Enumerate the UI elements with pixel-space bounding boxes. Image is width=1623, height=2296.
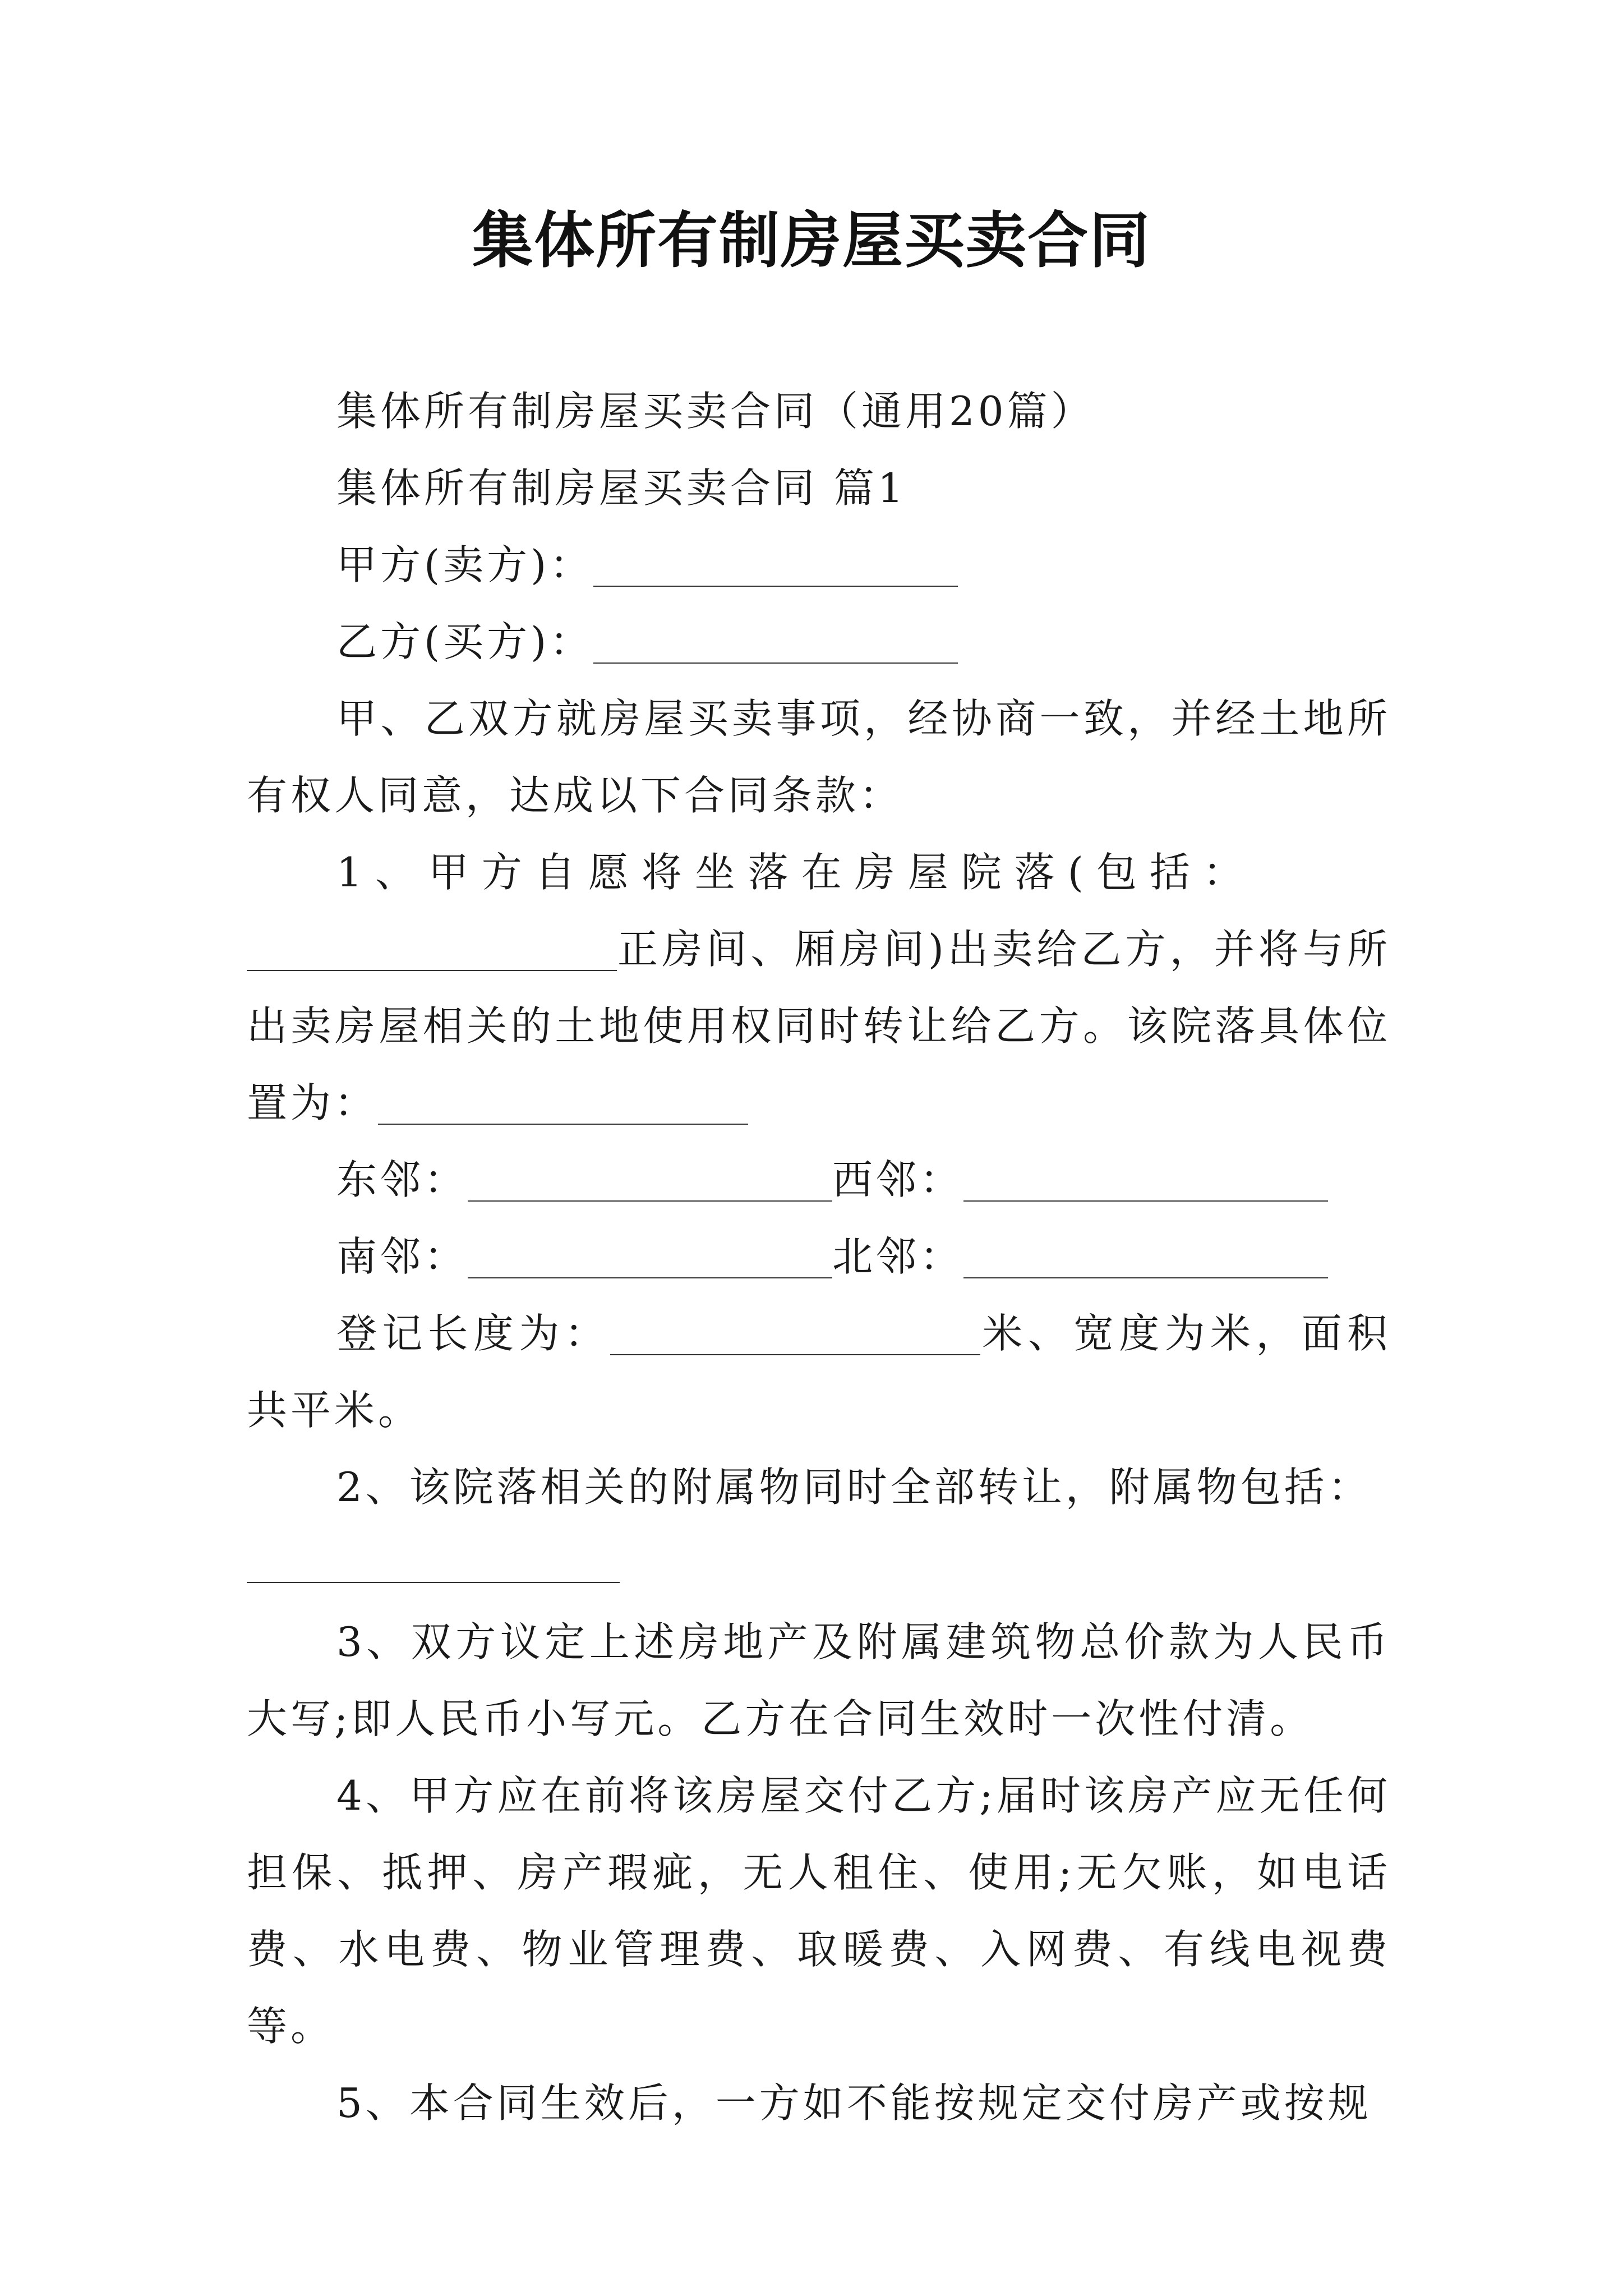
article-heading: 集体所有制房屋买卖合同 篇1 <box>336 464 907 512</box>
east-west-line <box>247 1142 1391 1218</box>
west-label: 西邻： <box>832 1156 964 1203</box>
east-blank <box>468 1158 832 1202</box>
intro-paragraph: 甲、乙双方就房屋买卖事项，经协商一致，并经土地所有权人同意，达成以下合同条款： <box>247 695 1391 819</box>
south-blank <box>468 1235 832 1279</box>
length-line <box>247 1295 1391 1449</box>
clause-3: 3、双方议定上述房地产及附属建筑物总价款为人民币大写;即人民币小写元。乙方在合同生效时一次性付清。 <box>247 1618 1391 1742</box>
subtitle: 集体所有制房屋买卖合同（通用20篇） <box>336 388 1095 435</box>
east-label: 东邻： <box>336 1156 468 1203</box>
document-title: 集体所有制房屋买卖合同 <box>472 206 1151 276</box>
rooms-blank <box>247 928 617 972</box>
north-label: 北邻： <box>832 1233 964 1280</box>
length-blank <box>610 1312 980 1356</box>
clause-1-body <box>247 911 1391 1142</box>
clause-1-mid: 正房间、厢房间)出卖给乙方，并将与所出卖房屋相关的土地使用权同时转让给乙方。该院落具体位置为： <box>247 926 1391 1126</box>
location-blank <box>378 1082 748 1125</box>
clause-5: 5、本合同生效后，一方如不能按规定交付房产或按规 <box>336 2079 1372 2127</box>
south-north-line <box>247 1218 1391 1295</box>
north-blank <box>963 1235 1328 1279</box>
party-b-label: 乙方(买方)： <box>336 618 594 665</box>
clause-1-start: 1、甲方自愿将坐落在房屋院落(包括： <box>336 849 1256 896</box>
document-body <box>247 373 1391 2142</box>
length-label: 登记长度为： <box>336 1310 610 1357</box>
party-a-blank <box>593 544 958 587</box>
clause-2: 2、该院落相关的附属物同时全部转让，附属物包括： <box>336 1464 1372 1511</box>
party-b-line <box>247 604 1391 680</box>
south-label: 南邻： <box>336 1233 468 1280</box>
west-blank <box>963 1158 1328 1202</box>
length-rest: 米、宽度为米，面积共平米。 <box>247 1310 1391 1434</box>
clause-4: 4、甲方应在前将该房屋交付乙方;届时该房产应无任何担保、抵押、房产瑕疵，无人租住、使用;无欠账，如电话费、水电费、物业管理费、取暖费、入网费、有线电视费等。 <box>247 1772 1391 2050</box>
party-a-label: 甲方(卖方)： <box>336 541 594 588</box>
party-a-line <box>247 527 1391 604</box>
appurtenance-blank <box>247 1526 620 1583</box>
party-b-blank <box>593 620 958 664</box>
